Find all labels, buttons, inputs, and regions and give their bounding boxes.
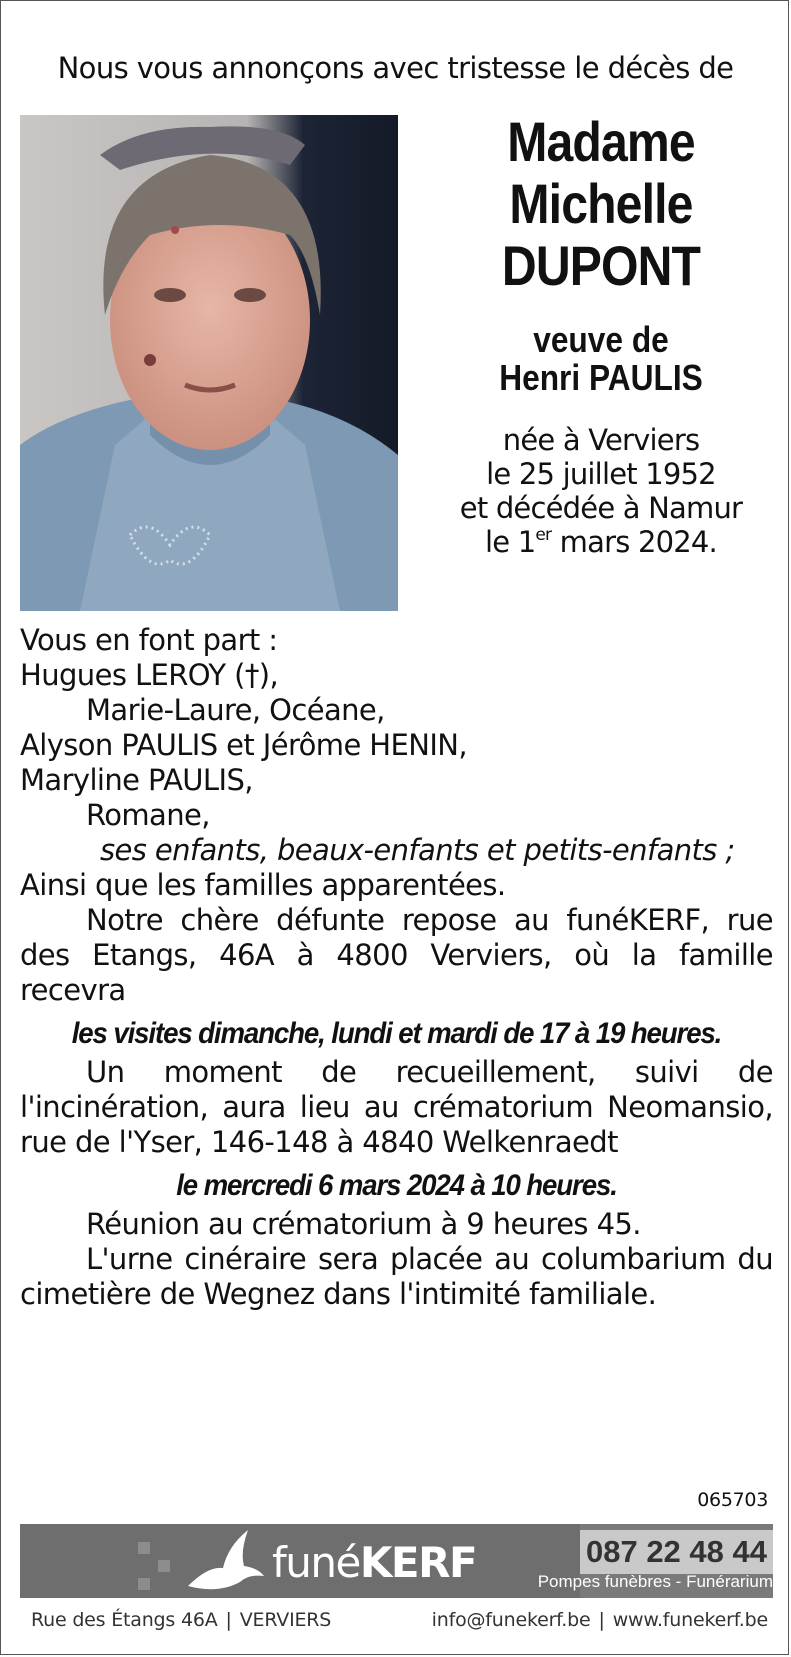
death-date-rest: mars 2024. xyxy=(551,525,717,559)
announcement-lead: Vous en font part : xyxy=(20,623,278,657)
banner-tagline: Pompes funèbres - Funérarium xyxy=(537,1572,773,1591)
decor-square xyxy=(158,1560,170,1572)
repose-paragraph: Notre chère défunte repose au funéKERF, rue des Etangs, 46A à 4800 Verviers, où la famille recevra xyxy=(20,903,773,1007)
decor-square xyxy=(138,1542,150,1554)
deceased-title: Madame xyxy=(507,110,695,173)
ceremony-paragraph: Un moment de recueillement, suivi de l'incinération, aura lieu au crématorium Neomansio, rue de l'Yser, 146-148 à 4840 Welkenraedt xyxy=(20,1055,773,1159)
contact-separator: | xyxy=(598,1609,605,1631)
announcement-body xyxy=(20,623,773,1312)
reference-number: 065703 xyxy=(697,1489,768,1511)
contact-separator: | xyxy=(225,1609,232,1631)
family-member: Alyson PAULIS et Jérôme HENIN, xyxy=(20,728,467,762)
deceased-last-name: DUPONT xyxy=(501,234,701,297)
funeral-home-banner xyxy=(20,1524,773,1598)
contact-online xyxy=(432,1609,768,1631)
spouse-name: Henri PAULIS xyxy=(499,357,703,398)
brand-name-light: funé xyxy=(272,1538,360,1587)
phone-box xyxy=(580,1530,773,1574)
deceased-name-block xyxy=(421,111,781,559)
brand-name-bold: KERF xyxy=(359,1538,477,1587)
email-link[interactable]: info@funekerf.be xyxy=(431,1609,591,1631)
website-link[interactable]: www.funekerf.be xyxy=(612,1609,768,1631)
family-member: Romane, xyxy=(86,798,210,832)
urn-paragraph: L'urne cinéraire sera placée au columbarium du cimetière de Wegnez dans l'intimité familiale. xyxy=(20,1242,773,1311)
death-date-day: le 1 xyxy=(485,525,536,559)
widow-block xyxy=(421,321,781,397)
contact-address xyxy=(31,1609,331,1631)
death-date xyxy=(421,525,781,559)
bio-block xyxy=(421,423,781,559)
relatives-line: Ainsi que les familles apparentées. xyxy=(20,868,506,902)
city: VERVIERS xyxy=(239,1609,332,1631)
intro-text: Nous vous annonçons avec tristesse le décès de xyxy=(57,51,734,85)
family-member: Maryline PAULIS, xyxy=(20,763,253,797)
meeting-paragraph: Réunion au crématorium à 9 heures 45. xyxy=(86,1207,641,1241)
portrait-photo xyxy=(20,115,398,611)
birth-place: née à Verviers xyxy=(502,423,700,457)
widow-label: veuve de xyxy=(533,319,669,360)
death-place: et décédée à Namur xyxy=(459,491,743,525)
ceremony-date: le mercredi 6 mars 2024 à 10 heures. xyxy=(176,1169,617,1202)
visits-line: les visites dimanche, lundi et mardi de 17 à 19 heures. xyxy=(71,1017,722,1050)
death-date-suffix: er xyxy=(535,525,552,545)
street-address: Rue des Étangs 46A xyxy=(31,1609,218,1631)
brand-name xyxy=(272,1538,476,1587)
family-role: ses enfants, beaux-enfants et petits-enfants ; xyxy=(100,833,735,867)
deceased-first-name: Michelle xyxy=(509,172,693,235)
family-member: Hugues LEROY (†), xyxy=(20,658,279,692)
birth-date: le 25 juillet 1952 xyxy=(486,457,716,491)
decor-square xyxy=(138,1578,150,1590)
dove-logo-icon xyxy=(178,1526,268,1598)
phone-number[interactable]: 087 22 48 44 xyxy=(585,1534,767,1569)
family-member: Marie-Laure, Océane, xyxy=(86,693,385,727)
